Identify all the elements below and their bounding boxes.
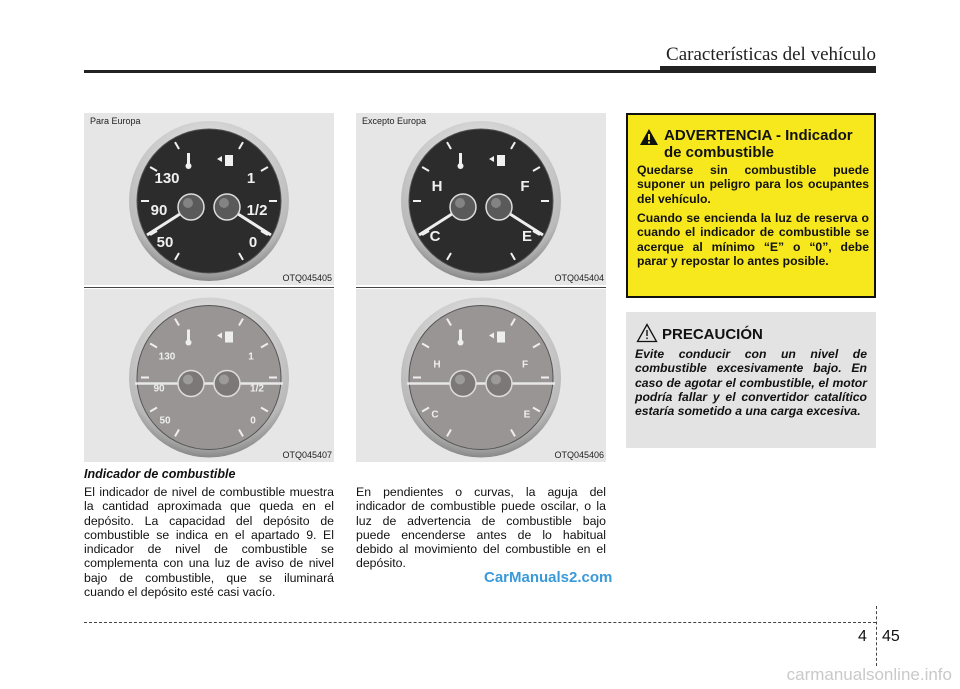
figure-code: OTQ045407 <box>282 450 332 460</box>
warning-title: ADVERTENCIA - Indicador de combustible <box>664 127 853 161</box>
gauge-cluster-illustration <box>356 289 606 462</box>
gauge-face <box>137 306 281 450</box>
fuel-pump-icon <box>497 332 505 343</box>
gauge-label: 50 <box>156 234 174 251</box>
figure-europe-off <box>84 289 334 462</box>
figure-europe <box>84 113 334 285</box>
gauge-label: 130 <box>158 351 176 363</box>
gauge-label: F <box>520 178 530 195</box>
page-number: 45 <box>882 628 900 645</box>
needle-hub-highlight <box>455 198 465 208</box>
footer-divider <box>876 606 877 666</box>
gauge-cluster-illustration <box>356 113 606 285</box>
needle-hub-highlight <box>491 198 501 208</box>
warning-paragraph-2: Cuando se encienda la luz de reserva o cuando el indicador de combustible se acerque al mínimo “E” o “0”, debe parar y repostar lo antes posible. <box>637 211 869 268</box>
gauge-face <box>409 129 553 273</box>
gauge-label: H <box>431 178 443 195</box>
caution-text: Evite conducir con un nivel de combustible excesivamente bajo. En caso de agotar el combustible, el motor podría fallar y el convertidor catalítico estaría sometido a una carga excesiva. <box>635 347 867 419</box>
caution-box <box>626 312 876 448</box>
gauge-label: C <box>431 409 439 421</box>
thermometer-bulb-icon <box>458 163 464 169</box>
figure-code: OTQ045404 <box>554 273 604 283</box>
needle-hub-highlight <box>183 375 193 385</box>
figure-tag: Para Europa <box>90 116 141 126</box>
gauge-label: C <box>429 228 441 245</box>
figure-rule <box>84 287 334 288</box>
needle-hub-highlight <box>491 375 501 385</box>
needle-hub-highlight <box>219 375 229 385</box>
thermometer-bulb-icon <box>186 340 192 346</box>
thermometer-bulb-icon <box>186 163 192 169</box>
warning-paragraph-1: Quedarse sin combustible puede suponer un peligro para los ocupantes del vehículo. <box>637 163 869 206</box>
caution-triangle-icon <box>636 323 658 343</box>
gauge-label: 1 <box>246 170 256 187</box>
caution-title: PRECAUCIÓN <box>662 326 763 343</box>
gauge-label: 50 <box>159 415 171 427</box>
gauge-label: 130 <box>154 170 180 187</box>
warning-box <box>626 113 876 298</box>
figure-code: OTQ045405 <box>282 273 332 283</box>
gauge-label: 90 <box>150 202 168 219</box>
needle-hub-highlight <box>455 375 465 385</box>
gauge-cluster-illustration <box>84 289 334 462</box>
gauge-label: 0 <box>250 415 256 427</box>
gauge-face <box>409 306 553 450</box>
figure-except-europe-off <box>356 289 606 462</box>
gauge-label: H <box>433 359 441 371</box>
header-rule-accent <box>660 66 876 73</box>
watermark: CarManuals2.com <box>484 569 613 586</box>
thermometer-bulb-icon <box>458 340 464 346</box>
gauge-cluster-illustration <box>84 113 334 285</box>
fuel-pump-icon <box>225 332 233 343</box>
gauge-label: F <box>521 359 529 371</box>
needle-hub-highlight <box>183 198 193 208</box>
warning-triangle-icon <box>639 128 659 146</box>
figure-code: OTQ045406 <box>554 450 604 460</box>
needle-hub-highlight <box>219 198 229 208</box>
figure-except-europe <box>356 113 606 285</box>
gauge-label: E <box>521 228 533 245</box>
gauge-label: E <box>523 409 531 421</box>
gauge-label: 1 <box>248 351 254 363</box>
gauge-label: 90 <box>153 383 165 395</box>
page-chapter: 4 <box>858 628 867 645</box>
gauge-label: 0 <box>248 234 258 251</box>
gauge-face <box>137 129 281 273</box>
section-caption: Indicador de combustible <box>84 467 236 481</box>
gauge-label: 1/2 <box>246 202 268 219</box>
fuel-pump-icon <box>497 155 505 166</box>
header-title: Características del vehículo <box>666 44 876 65</box>
fuel-pump-icon <box>225 155 233 166</box>
figure-rule <box>356 287 606 288</box>
site-watermark: carmanualsonline.info <box>786 665 952 684</box>
body-paragraph-2: En pendientes o curvas, la aguja del indicador de combustible puede oscilar, o la luz de advertencia de combustible bajo puede encenderse antes de lo habitual debido al movimiento del combustible en el depósito. <box>356 485 606 571</box>
gauge-label: 1/2 <box>250 383 264 395</box>
figure-tag: Excepto Europa <box>362 116 427 126</box>
body-paragraph-1: El indicador de nivel de combustible muestra la cantidad aproximada que queda en el depósito. La capacidad del depósito de combustible se indica en el apartado 9. El indicador de nivel de combustible se complementa con una luz de aviso de nivel bajo de combustible, que se iluminará cuando el depósito esté casi vacío. <box>84 485 334 600</box>
footer-rule <box>84 622 876 623</box>
